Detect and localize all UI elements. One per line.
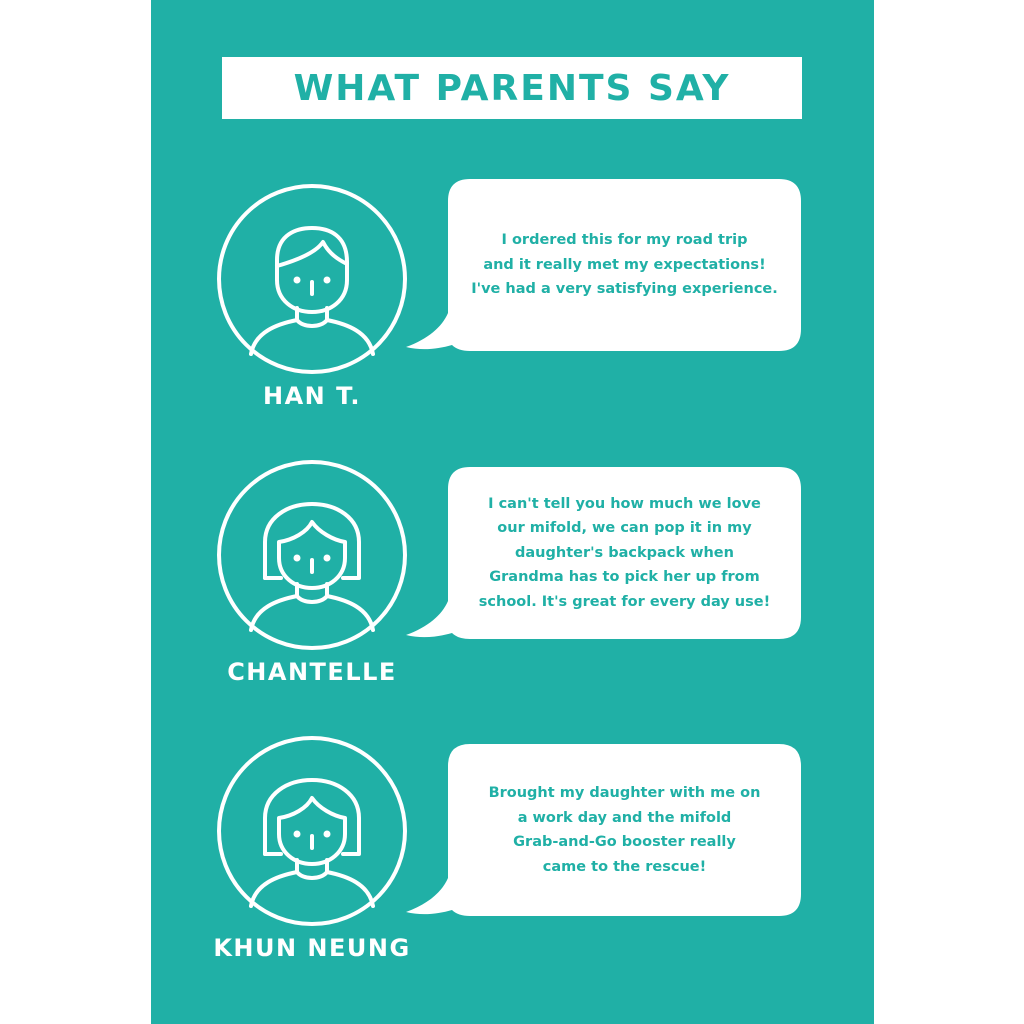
title-banner <box>222 57 802 119</box>
testimonial-quote: Brought my daughter with me on a work day and the mifold Grab-and-Go booster really came to the rescue! <box>488 785 761 875</box>
man-avatar-icon <box>215 182 409 376</box>
testimonial-quote: I can't tell you how much we love our mifold, we can pop it in my daughter's backpack when Grandma has to pick her up from school. It's great for every day use! <box>478 495 771 610</box>
testimonial-name: HAN T. <box>263 382 361 410</box>
testimonial-quote: I ordered this for my road trip and it really met my expectations! I've had a very satisfying experience. <box>471 232 778 298</box>
woman-avatar-icon <box>215 458 409 652</box>
woman-avatar-icon <box>215 734 409 928</box>
page-title: WHAT PARENTS SAY <box>293 67 731 109</box>
testimonial-name: CHANTELLE <box>227 658 397 686</box>
testimonial-name: KHUN NEUNG <box>213 934 411 962</box>
